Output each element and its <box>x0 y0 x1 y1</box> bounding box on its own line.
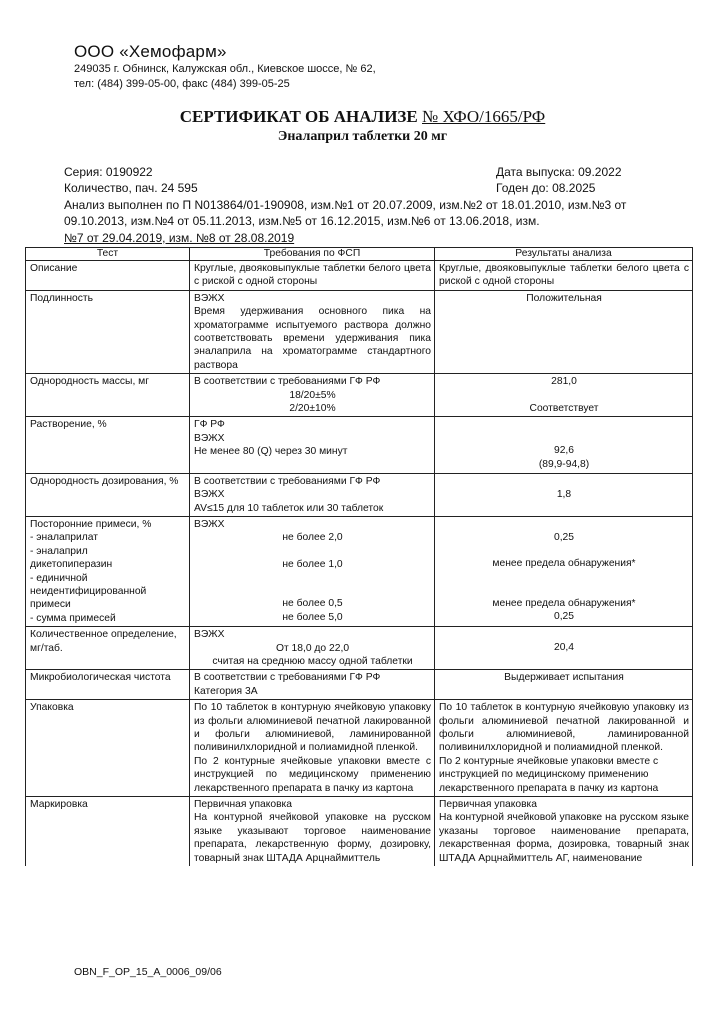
result <box>435 627 693 670</box>
test-name: Однородность дозирования, % <box>26 473 190 516</box>
result-status: Соответствует <box>529 402 599 414</box>
quantity: Количество, пач. 24 595 <box>64 181 198 195</box>
result-text: По 2 контурные ячейковые упаковки вместе с инструкцией по медицинскому применению лекарственного препарата в пачку из картона <box>439 755 659 794</box>
impurity-name: - эналаприлат <box>30 532 98 544</box>
method: ВЭЖХ <box>194 518 225 530</box>
document-code: OBN_F_OP_15_A_0006_09/06 <box>74 966 222 978</box>
requirement-text: На контурной ячейковой упаковке на русском языке указывают торговое наименование препарата, лекарственную форму, дозировку, товарный знак ШТАДА Арцнаймиттель <box>194 812 431 864</box>
result: Круглые, двояковыпуклые таблетки белого цвета с риской с одной стороны <box>435 261 693 291</box>
method: ГФ РФ <box>194 419 225 431</box>
test-name: Маркировка <box>26 797 190 867</box>
release-date: Дата выпуска: 09.2022 <box>496 165 622 179</box>
requirement-text: В соответствии с требованиями ГФ РФ <box>194 672 381 684</box>
requirement-limit: 18/20±5% <box>289 389 336 401</box>
test-name: Растворение, % <box>26 417 190 473</box>
requirement <box>190 627 435 670</box>
table-row <box>26 516 693 626</box>
header-results: Результаты анализа <box>435 248 693 261</box>
method: ВЭЖХ <box>194 432 225 444</box>
impurity-result: менее предела обнаружения* <box>492 597 636 609</box>
title-text: СЕРТИФИКАТ ОБ АНАЛИЗЕ <box>179 107 422 126</box>
requirement-limit: AV≤15 для 10 таблеток или 30 таблеток <box>194 502 384 514</box>
result <box>435 700 693 797</box>
requirement-text: В соответствии с требованиями ГФ РФ <box>194 376 381 388</box>
requirement <box>190 374 435 417</box>
requirement-limit: 2/20±10% <box>289 403 336 415</box>
requirement <box>190 797 435 867</box>
table-row <box>26 290 693 373</box>
table-row <box>26 261 693 291</box>
table-row <box>26 627 693 670</box>
impurity-result: 0,25 <box>553 611 575 623</box>
impurity-name: неидентифицированной <box>30 585 147 597</box>
method: ВЭЖХ <box>194 292 225 304</box>
requirement-limit: От 18,0 до 22,0 <box>275 642 350 654</box>
impurity-name: - единичной <box>30 572 88 584</box>
method: ВЭЖХ <box>194 629 225 641</box>
expiry-date: Годен до: 08.2025 <box>496 181 596 195</box>
product-name: Эналаприл таблетки 20 мг <box>277 129 448 144</box>
impurity-name: - эналаприл <box>30 545 88 557</box>
requirement-text: Время удерживания основного пика на хроматограмме испытуемого раствора должно соответствовать времени удерживания пика эналаприла на хроматограмме стандартного раствора <box>194 306 431 371</box>
impurity-limit: не более 5,0 <box>282 611 343 623</box>
impurity-limit: не более 1,0 <box>282 558 343 570</box>
requirement: Круглые, двояковыпуклые таблетки белого цвета с риской с одной стороны <box>190 261 435 291</box>
impurity-name: - сумма примесей <box>30 612 116 624</box>
table-row <box>26 374 693 417</box>
requirement-text: По 2 контурные ячейковые упаковки вместе с инструкцией по медицинскому применению лекарственного препарата в пачку из картона <box>194 755 431 794</box>
test-name <box>26 516 190 626</box>
header-requirements: Требования по ФСП <box>190 248 435 261</box>
result: Положительная <box>435 290 693 373</box>
table-row <box>26 473 693 516</box>
test-name: Подлинность <box>26 290 190 373</box>
requirement <box>190 473 435 516</box>
impurities-title: Посторонние примеси, % <box>30 518 152 530</box>
company-phones: тел: (484) 399-05-00, факс (484) 399-05-25 <box>74 78 290 90</box>
result <box>435 417 693 473</box>
result-value: 92,6 <box>553 445 575 457</box>
test-name: Микробиологическая чистота <box>26 670 190 700</box>
impurity-limit: не более 2,0 <box>282 532 343 544</box>
certificate-title <box>0 107 725 127</box>
method: ВЭЖХ <box>194 489 225 501</box>
requirement-category: Категория 3А <box>194 685 258 697</box>
result <box>435 797 693 867</box>
result: Выдерживает испытания <box>435 670 693 700</box>
test-name: Количественное определение, мг/таб. <box>26 627 190 670</box>
requirement <box>190 700 435 797</box>
result-value: 20,4 <box>553 642 575 654</box>
impurity-result: 0,25 <box>553 531 575 543</box>
result <box>435 374 693 417</box>
impurity-result: менее предела обнаружения* <box>492 558 636 570</box>
test-name: Упаковка <box>26 700 190 797</box>
certificate-number: № ХФО/1665/РФ <box>422 107 546 126</box>
requirement <box>190 290 435 373</box>
test-name: Однородность массы, мг <box>26 374 190 417</box>
requirement-heading: Первичная упаковка <box>194 799 293 811</box>
result <box>435 516 693 626</box>
result-value: 1,8 <box>556 488 572 500</box>
result-range: (89,9-94,8) <box>538 458 590 470</box>
impurity-name: дикетопиперазин <box>30 559 113 571</box>
analysis-note-text: Анализ выполнен по П N013864/01-190908, изм.№1 от 20.07.2009, изм.№2 от 18.01.2010, изм.№3 от 09.10.2013, изм.№4 от 05.11.2013, изм.№5 от 16.12.2015, изм.№6 от 13.06.2018, изм. <box>64 198 627 229</box>
requirement <box>190 670 435 700</box>
result-value: 281,0 <box>551 376 577 388</box>
table-row <box>26 797 693 867</box>
table-header-row <box>26 248 693 261</box>
analysis-note-last: №7 от 29.04.2019, изм. №8 от 28.08.2019 <box>64 230 295 245</box>
requirement <box>190 417 435 473</box>
result-text: На контурной ячейковой упаковке на русском языке указаны торговое наименование препарата, лекарственная форма, дозировка, товарный знак ШТАДА Арцнаймиттель АГ, наименование <box>439 812 689 864</box>
table-row <box>26 417 693 473</box>
result-heading: Первичная упаковка <box>439 799 538 811</box>
impurity-limit: не более 0,5 <box>282 598 343 610</box>
impurity-name: примеси <box>30 599 71 611</box>
requirement-text: Не менее 80 (Q) через 30 минут <box>194 446 348 458</box>
table-row <box>26 670 693 700</box>
company-address: 249035 г. Обнинск, Калужская обл., Киевское шоссе, № 62, <box>74 63 376 75</box>
analysis-table <box>25 247 693 866</box>
requirement-text: В соответствии с требованиями ГФ РФ <box>194 475 381 487</box>
analysis-note <box>64 197 684 246</box>
requirement-text: считая на среднюю массу одной таблетки <box>212 655 413 667</box>
requirement-text: По 10 таблеток в контурную ячейковую упаковку из фольги алюминиевой печатной лакированной и фольги алюминиевой, ламинированной поливинилхлоридной и полиамидной пленкой. <box>194 702 431 754</box>
result-text: По 10 таблеток в контурную ячейковую упаковку из фольги алюминиевой печатной лакированной и фольги алюминиевой, ламинированной поливинилхлоридной и полиамидной пленкой. <box>439 702 689 754</box>
header-test: Тест <box>26 248 190 261</box>
result <box>435 473 693 516</box>
series: Серия: 0190922 <box>64 165 153 179</box>
table-row <box>26 700 693 797</box>
requirement <box>190 516 435 626</box>
test-name: Описание <box>26 261 190 291</box>
company-name: ООО «Хемофарм» <box>74 42 227 61</box>
